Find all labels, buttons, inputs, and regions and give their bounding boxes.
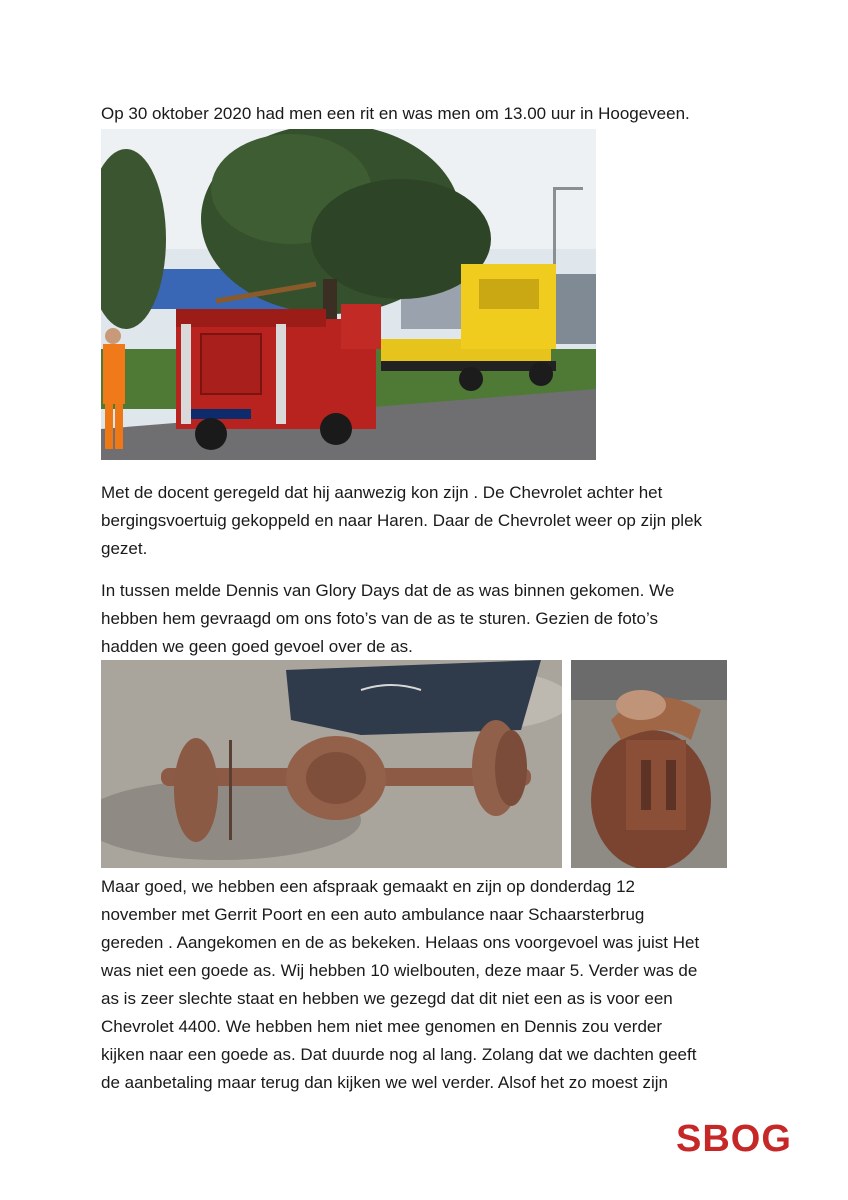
text-line: was niet een goede as. Wij hebben 10 wielbouten, deze maar 5. Verder was de — [101, 961, 698, 980]
text-line: Chevrolet 4400. We hebben hem niet mee genomen en Dennis zou verder — [101, 1017, 663, 1036]
paragraph-transport — [101, 479, 761, 563]
text-line: november met Gerrit Poort en een auto ambulance naar Schaarsterbrug — [101, 905, 645, 924]
paragraph-intro — [101, 100, 761, 128]
text-line: bergingsvoertuig gekoppeld en naar Haren. Daar de Chevrolet weer op zijn plek — [101, 511, 703, 530]
photo-rusty-axle — [101, 660, 562, 868]
text-line: gezet. — [101, 539, 148, 558]
paragraph-axle-arrival — [101, 577, 761, 661]
text-line: hadden we geen goed gevoel over de as. — [101, 637, 413, 656]
paragraph-visit — [101, 873, 761, 1097]
text-line: as is zeer slechte staat en hebben we gezegd dat dit niet een as is voor een — [101, 989, 673, 1008]
photo-tow-truck-fire-engine — [101, 129, 596, 460]
text-line: In tussen melde Dennis van Glory Days dat de as was binnen gekomen. We — [101, 581, 675, 600]
text-line: gereden . Aangekomen en de as bekeken. Helaas ons voorgevoel was juist Het — [101, 933, 700, 952]
text-line: Met de docent geregeld dat hij aanwezig kon zijn . De Chevrolet achter het — [101, 483, 663, 502]
text-line: Maar goed, we hebben een afspraak gemaakt en zijn op donderdag 12 — [101, 877, 635, 896]
text-line: de aanbetaling maar terug dan kijken we wel verder. Alsof het zo moest zijn — [101, 1073, 668, 1092]
text-line: kijken naar een goede as. Dat duurde nog al lang. Zolang dat we dachten geeft — [101, 1045, 697, 1064]
text-line: Op 30 oktober 2020 had men een rit en was men om 13.00 uur in Hoogeveen. — [101, 104, 690, 123]
sbog-logo: SBOG — [676, 1118, 792, 1160]
text-line: hebben hem gevraagd om ons foto’s van de as te sturen. Gezien de foto’s — [101, 609, 658, 628]
photo-axle-detail — [571, 660, 727, 868]
